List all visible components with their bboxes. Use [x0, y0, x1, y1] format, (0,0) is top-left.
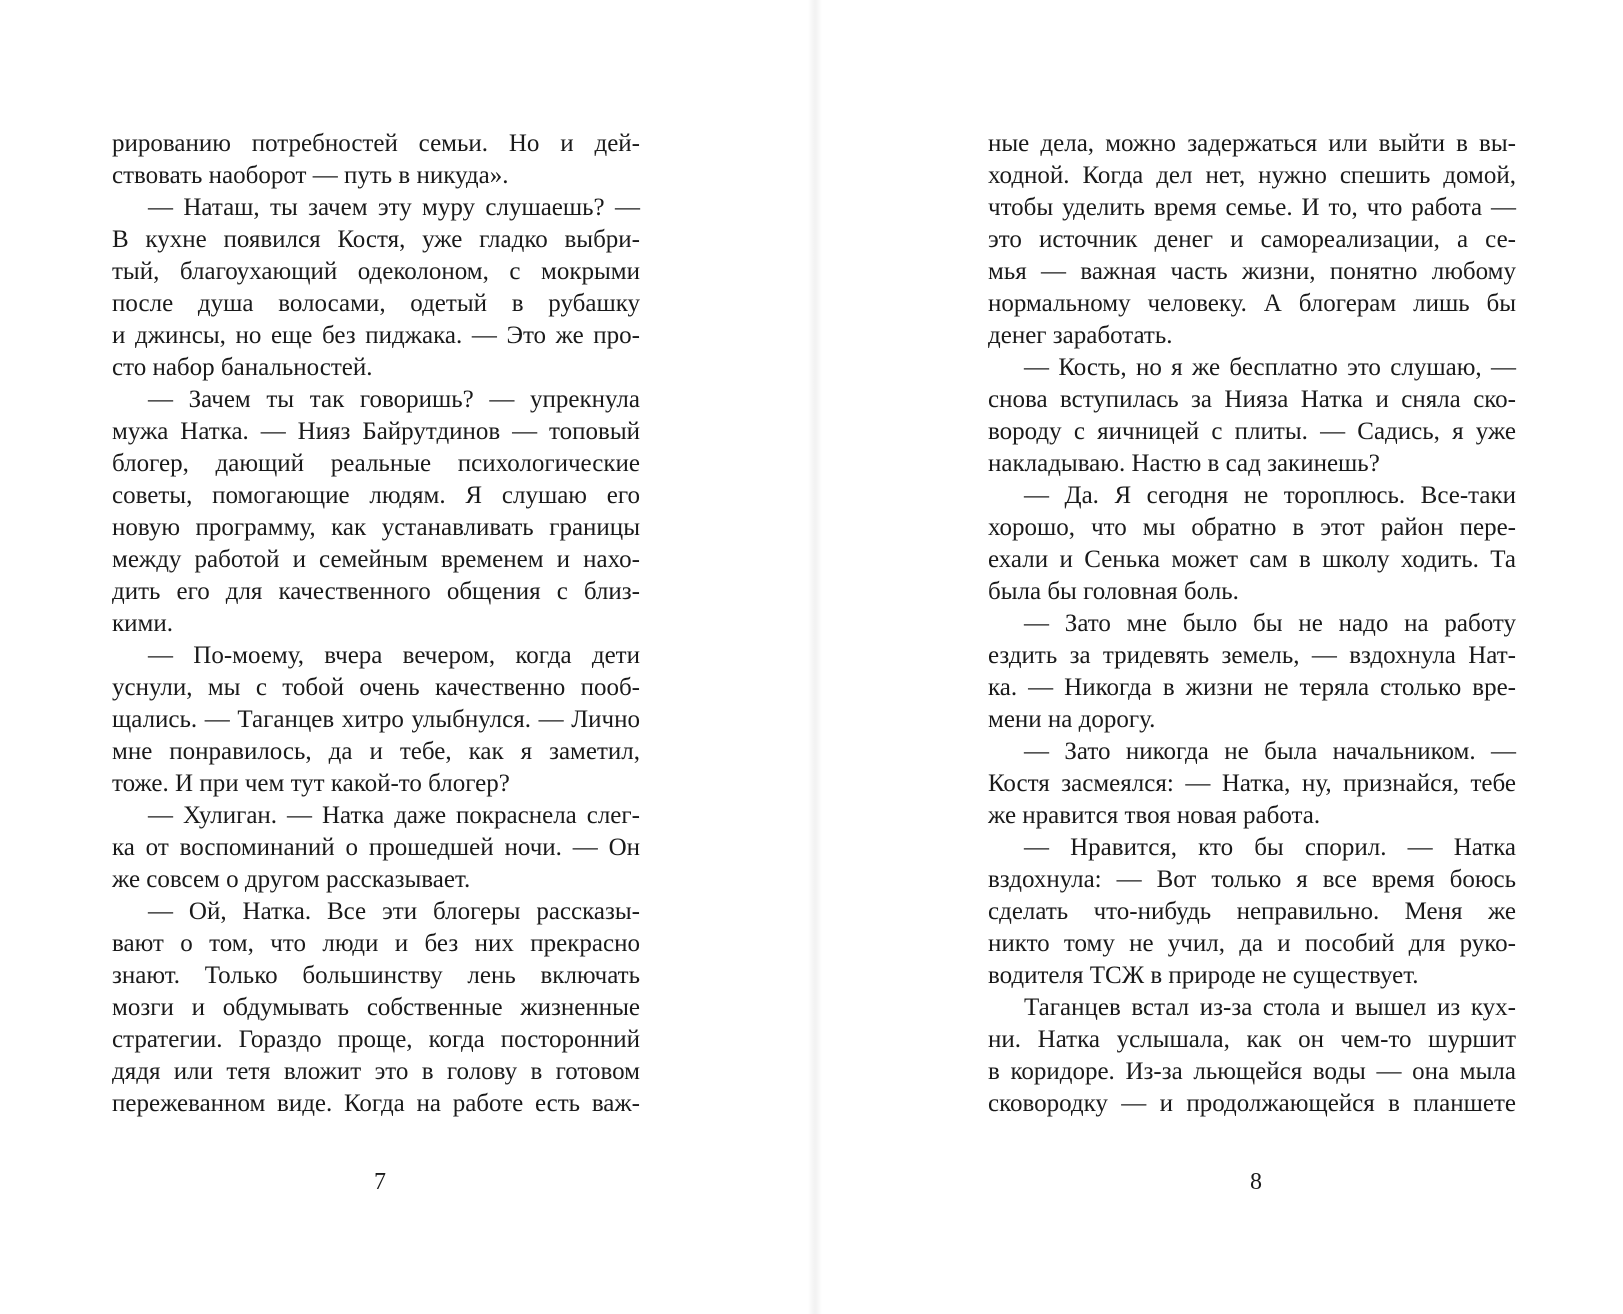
text-line: ездить за тридевять земель, — вздохнула Нат-: [988, 642, 1516, 669]
book-gutter: [808, 0, 822, 1314]
text-line: тый, благоухающий одеколоном, с мокрыми: [112, 258, 640, 285]
left-page-text: [112, 128, 640, 1120]
text-line: — Зачем ты так говоришь? — упрекнула: [148, 386, 640, 413]
text-line: — Наташ, ты зачем эту муру слушаешь? —: [148, 194, 640, 221]
text-line: вороду с яичницей с плиты. — Садись, я уже: [988, 418, 1516, 445]
text-line: ствовать наоборот — путь в никуда».: [112, 162, 509, 189]
text-line: — Зато никогда не была начальником. —: [1024, 738, 1516, 765]
text-line: же нравится твоя новая работа.: [988, 802, 1321, 829]
text-line: В кухне появился Костя, уже гладко выбри-: [112, 226, 640, 253]
text-line: мозги и обдумывать собственные жизненные: [112, 994, 640, 1021]
text-line: ехали и Сенька может сам в школу ходить. Та: [988, 546, 1516, 573]
text-line: сделать что-нибудь неправильно. Меня же: [988, 898, 1516, 925]
right-page-text: [988, 128, 1516, 1120]
text-line: чтобы уделить время семье. И то, что работа —: [988, 194, 1516, 221]
text-line: накладываю. Настю в сад закинешь?: [988, 450, 1380, 477]
text-line: сковородку — и продолжающейся в планшете: [988, 1090, 1516, 1117]
text-line: блогер, дающий реальные психологические: [112, 450, 640, 477]
text-line: новую программу, как устанавливать границы: [112, 514, 640, 541]
text-line: вают о том, что люди и без них прекрасно: [112, 930, 640, 957]
text-line: это источник денег и самореализации, а се-: [988, 226, 1516, 253]
text-line: щались. — Таганцев хитро улыбнулся. — Лично: [112, 706, 640, 733]
text-line: мне понравилось, да и тебе, как я заметил,: [112, 738, 640, 765]
text-line: мужа Натка. — Нияз Байрутдинов — топовый: [112, 418, 640, 445]
right-page-number: 8: [1250, 1169, 1262, 1195]
text-line: рированию потребностей семьи. Но и дей-: [112, 130, 640, 157]
text-line: была бы головная боль.: [988, 578, 1239, 605]
text-line: пережеванном виде. Когда на работе есть важ-: [112, 1090, 640, 1117]
text-line: мья — важная часть жизни, понятно любому: [988, 258, 1516, 285]
text-line: — Ой, Натка. Все эти блогеры рассказы-: [148, 898, 640, 925]
text-line: — Зато мне было бы не надо на работу: [1024, 610, 1516, 637]
text-line: между работой и семейным временем и нахо-: [112, 546, 640, 573]
text-line: кими.: [112, 610, 173, 637]
text-line: мени на дорогу.: [988, 706, 1156, 733]
text-line: Таганцев встал из-за стола и вышел из кух-: [1024, 994, 1516, 1021]
left-page-number: 7: [374, 1169, 386, 1195]
text-line: — По-моему, вчера вечером, когда дети: [148, 642, 640, 669]
text-line: хорошо, что мы обратно в этот район пере-: [988, 514, 1516, 541]
text-line: — Хулиган. — Натка даже покраснела слег-: [148, 802, 640, 829]
text-line: дядя или тетя вложит это в голову в готовом: [112, 1058, 640, 1085]
text-line: ные дела, можно задержаться или выйти в вы-: [988, 130, 1516, 157]
text-line: стратегии. Гораздо проще, когда посторонний: [112, 1026, 640, 1053]
text-line: уснули, мы с тобой очень качественно пооб-: [112, 674, 640, 701]
text-line: после душа волосами, одетый в рубашку: [112, 290, 640, 317]
text-line: и джинсы, но еще без пиджака. — Это же про-: [112, 322, 640, 349]
text-line: Костя засмеялся: — Натка, ну, признайся, тебе: [988, 770, 1516, 797]
text-line: ка. — Никогда в жизни не теряла столько вре-: [988, 674, 1516, 701]
text-line: ходной. Когда дел нет, нужно спешить домой,: [988, 162, 1516, 189]
text-line: советы, помогающие людям. Я слушаю его: [112, 482, 640, 509]
text-line: знают. Только большинству лень включать: [112, 962, 640, 989]
text-line: ка от воспоминаний о прошедшей ночи. — Он: [112, 834, 640, 861]
text-line: в коридоре. Из-за льющейся воды — она мыла: [988, 1058, 1516, 1085]
text-line: же совсем о другом рассказывает.: [112, 866, 471, 893]
text-line: нормальному человеку. А блогерам лишь бы: [988, 290, 1516, 317]
text-line: сто набор банальностей.: [112, 354, 373, 381]
text-line: — Нравится, кто бы спорил. — Натка: [1024, 834, 1516, 861]
text-line: снова вступилась за Нияза Натка и сняла ско-: [988, 386, 1516, 413]
text-line: дить его для качественного общения с близ-: [112, 578, 640, 605]
text-line: денег заработать.: [988, 322, 1173, 349]
text-line: никто тому не учил, да и пособий для руко-: [988, 930, 1516, 957]
text-line: вздохнула: — Вот только я все время боюсь: [988, 866, 1516, 893]
text-line: тоже. И при чем тут какой-то блогер?: [112, 770, 510, 797]
text-line: водителя ТСЖ в природе не существует.: [988, 962, 1419, 989]
text-line: — Да. Я сегодня не тороплюсь. Все-таки: [1024, 482, 1516, 509]
text-line: ни. Натка услышала, как он чем-то шуршит: [988, 1026, 1516, 1053]
text-line: — Кость, но я же бесплатно это слушаю, —: [1024, 354, 1516, 381]
